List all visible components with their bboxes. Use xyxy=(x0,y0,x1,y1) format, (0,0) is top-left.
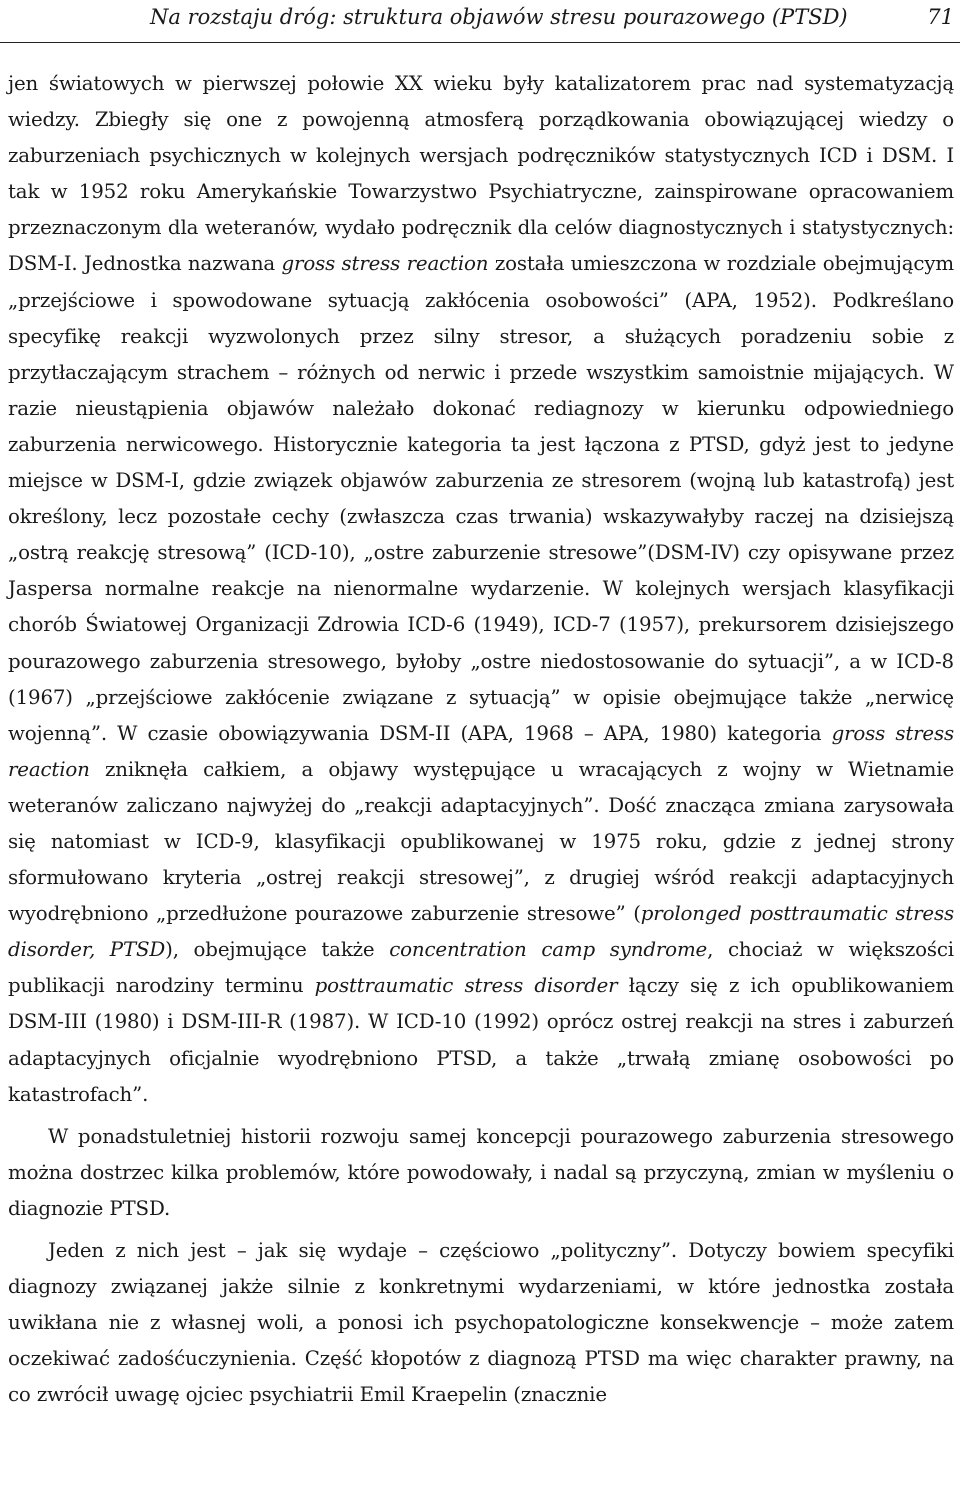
text-run: jen światowych w pierwszej połowie XX wieku były katalizatorem prac nad systematyzacją wiedzy. Zbiegły się one z powojenną atmosferą porządkowania obowiązującej wiedzy o zaburzeniach psychicznych w kolejnych wersjach podręczników statystycznych ICD i DSM. I tak w 1952 roku Amerykańskie Towarzystwo Psychiatryczne, zainspirowane opracowaniem przeznaczonym dla weteranów, wydało podręcznik dla celów diagnostycznych i statystycznych: DSM-I. Jednostka nazwana xyxy=(8,72,954,276)
page-number: 71 xyxy=(927,5,954,29)
paragraph-3: Jeden z nich jest – jak się wydaje – częściowo „polityczny”. Dotyczy bowiem specyfiki diagnozy związanej jakże silnie z konkretnymi wydarzeniami, w które jednostka została uwikłana nie z własnej woli, a ponosi ich psychopatologiczne konsekwencje – może zatem oczekiwać zadośćuczynienia. Część kłopotów z diagnozą PTSD ma więc charakter prawny, na co zwrócił uwagę ojciec psychiatrii Emil Kraepelin (znacznie xyxy=(8,1239,954,1407)
paragraph-1 xyxy=(8,66,954,1113)
italic-term: prolonged posttraumatic stress disorder, PTSD xyxy=(8,902,954,962)
italic-term: gross stress reaction xyxy=(281,252,489,276)
text-run: , chociaż w większości publikacji narodziny terminu xyxy=(8,938,954,998)
italic-term: concentration camp syndrome xyxy=(389,938,708,962)
italic-term: posttraumatic stress disorder xyxy=(314,974,618,998)
text-run: łączy się z ich opublikowaniem DSM-III (1980) i DSM-III-R (1987). W ICD-10 (1992) oprócz ostrej reakcji na stres i zaburzeń adaptacyjnych oficjalnie wyodrębniono PTSD, a także „trwałą zmianę osobowości po katastrofach”. xyxy=(8,974,955,1106)
italic-term: gross stress reaction xyxy=(8,721,954,781)
text-run: ), obejmujące także xyxy=(165,938,390,962)
paragraph-2: W ponadstuletniej historii rozwoju samej koncepcji pourazowego zaburzenia stresowego można dostrzec kilka problemów, które powodowały, i nadal są przyczyną, zmian w myśleniu o diagnozie PTSD. xyxy=(8,1124,954,1220)
text-run: zniknęła całkiem, a objawy występujące u wracających z wojny w Wietnamie weteranów zaliczano najwyżej do „reakcji adaptacyjnych”. Dość znacząca zmiana zarysowała się natomiast w ICD-9, klasyfikacji opublikowanej w 1975 roku, gdzie z jednej strony sformułowano kryteria „ostrej reakcji stresowej”, z drugiej wśród reakcji adaptacyjnych wyodrębniono „przedłużone pourazowe zaburzenie stresowe” ( xyxy=(8,757,954,926)
running-header xyxy=(0,0,960,43)
text-run: została umieszczona w rozdziale obejmującym „przejściowe i spowodowane sytuacją zakłócenia osobowości” (APA, 1952). Podkreślano specyfikę reakcji wyzwolonych przez silny stresor, a służących poradzeniu sobie z przytłaczającym strachem – różnych od nerwic i przede wszystkim samoistnie mijających. W razie nieustąpienia objawów należało dokonać rediagnozy w kierunku odpowiedniego zaburzenia nerwicowego. Historycznie kategoria ta jest łączona z PTSD, gdyż jest to jedyne miejsce w DSM-I, gdzie związek objawów zaburzenia ze stresorem (wojną lub katastrofą) jest określony, lecz pozostałe cechy (zwłaszcza czas trwania) wskazywałyby raczej na dzisiejszą „ostrą reakcję stresową” (ICD-10), „ostre zaburzenie stresowe”(DSM-IV) czy opisywane przez Jaspersa normalne reakcje na nienormalne wydarzenie. W kolejnych wersjach klasyfikacji chorób Światowej Organizacji Zdrowia ICD-6 (1949), ICD-7 (1957), prekursorem dzisiejszego pourazowego zaburzenia stresowego, byłoby „ostre niedostosowanie do sytuacji”, a w ICD-8 (1967) „przejściowe zakłócenie związane z sytuacją” w opisie obejmujące także „nerwicę wojenną”. W czasie obowiązywania DSM-II (APA, 1968 – APA, 1980) kategoria xyxy=(8,252,954,745)
running-title: Na rozstaju dróg: struktura objawów stresu pourazowego (PTSD) xyxy=(150,5,848,29)
body-text xyxy=(8,66,954,1413)
